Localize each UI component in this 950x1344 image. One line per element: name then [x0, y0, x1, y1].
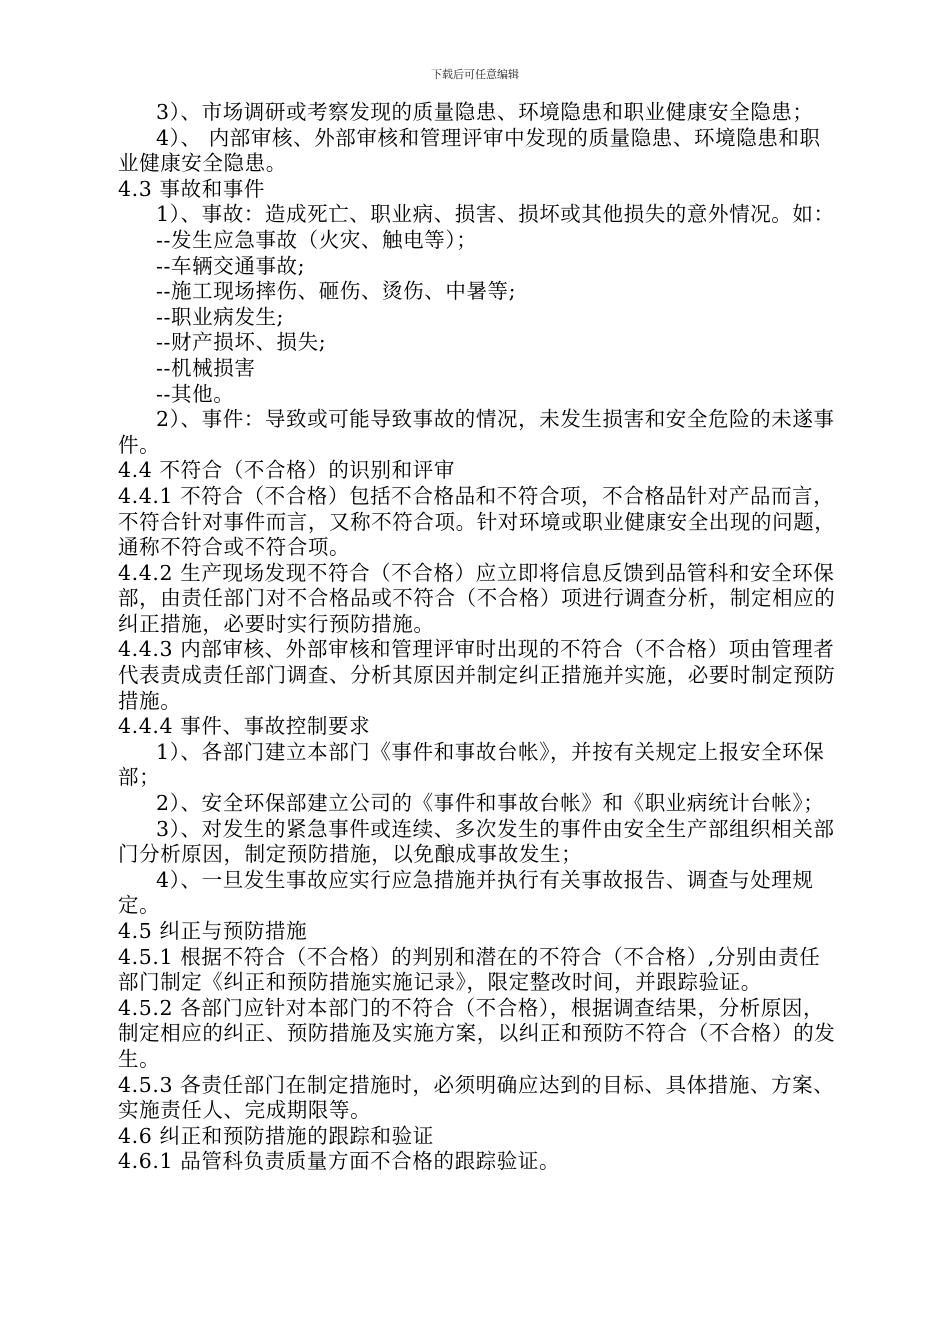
- paragraph: 4.4.1 不符合（不合格）包括不合格品和不符合项，不合格品针对产品而言，不符合针对事件而言，又称不符合项。针对环境或职业健康安全出现的问题，通称不符合或不符合项。: [118, 483, 836, 560]
- document-body: [118, 100, 838, 1175]
- paragraph: 4.6.1 品管科负责质量方面不合格的跟踪验证。: [118, 1149, 561, 1174]
- paragraph: 4.4.4 事件、事故控制要求: [118, 714, 371, 739]
- paragraph: 4.4 不符合（不合格）的识别和评审: [118, 458, 455, 483]
- paragraph: 1）、各部门建立本部门《事件和事故台帐》，并按有关规定上报安全环保部；: [118, 739, 825, 790]
- paragraph: --财产损坏、损失;: [156, 330, 327, 355]
- paragraph: 4.5.1 根据不符合（不合格）的判别和潜在的不符合（不合格）,分别由责任部门制定《纠正和预防措施实施记录》，限定整改时间，并跟踪验证。: [118, 944, 821, 995]
- paragraph: --施工现场摔伤、砸伤、烫伤、中暑等;: [156, 279, 517, 304]
- paragraph: 3）、市场调研或考察发现的质量隐患、环境隐患和职业健康安全隐患；: [156, 100, 814, 124]
- paragraph: --职业病发生;: [156, 304, 285, 329]
- paragraph: --车辆交通事故;: [156, 253, 306, 278]
- page-header: 下载后可任意编辑: [431, 68, 519, 81]
- paragraph: 4.4.3 内部审核、外部审核和管理评审时出现的不符合（不合格）项由管理者代表责成责任部门调查、分析其原因并制定纠正措施并实施，必要时制定预防措施。: [118, 637, 836, 713]
- paragraph: 4.5.2 各部门应针对本部门的不符合（不合格），根据调查结果，分析原因，制定相应的纠正、预防措施及实施方案，以纠正和预防不符合（不合格）的发生。: [118, 995, 836, 1071]
- paragraph: 4.5 纠正与预防措施: [118, 919, 308, 943]
- paragraph: --其他。: [156, 381, 235, 406]
- paragraph: 2）、事件：导致或可能导致事故的情况，未发生损害和安全危险的未遂事件。: [118, 407, 835, 457]
- paragraph: --机械损害: [156, 355, 256, 380]
- paragraph: 4.6 纠正和预防措施的跟踪和验证: [118, 1123, 434, 1148]
- paragraph: 4.4.2 生产现场发现不符合（不合格）应立即将信息反馈到品管科和安全环保部，由责任部门对不合格品或不符合（不合格）项进行调查分析，制定相应的纠正措施，必要时实行预防措施。: [118, 560, 836, 636]
- paragraph: 2）、安全环保部建立公司的《事件和事故台帐》和《职业病统计台帐》；: [156, 791, 825, 816]
- paragraph: --发生应急事故（火灾、触电等）；: [156, 227, 478, 252]
- paragraph: 4）、一旦发生事故应实行应急措施并执行有关事故报告、调查与处理规定。: [118, 867, 814, 918]
- paragraph: 4.5.3 各责任部门在制定措施时，必须明确应达到的目标、具体措施、方案、实施责任人、完成期限等。: [118, 1072, 835, 1123]
- paragraph: 3）、对发生的紧急事件或连续、多次发生的事件由安全生产部组织相关部门分析原因，制定预防措施，以免酿成事故发生；: [118, 816, 835, 867]
- paragraph: 4.3 事故和事件: [118, 176, 266, 201]
- paragraph: 1）、事故：造成死亡、职业病、损害、损坏或其他损失的意外情况。如：: [156, 202, 835, 227]
- paragraph: 4）、 内部审核、外部审核和管理评审中发现的质量隐患、环境隐患和职业健康安全隐患。: [118, 125, 821, 176]
